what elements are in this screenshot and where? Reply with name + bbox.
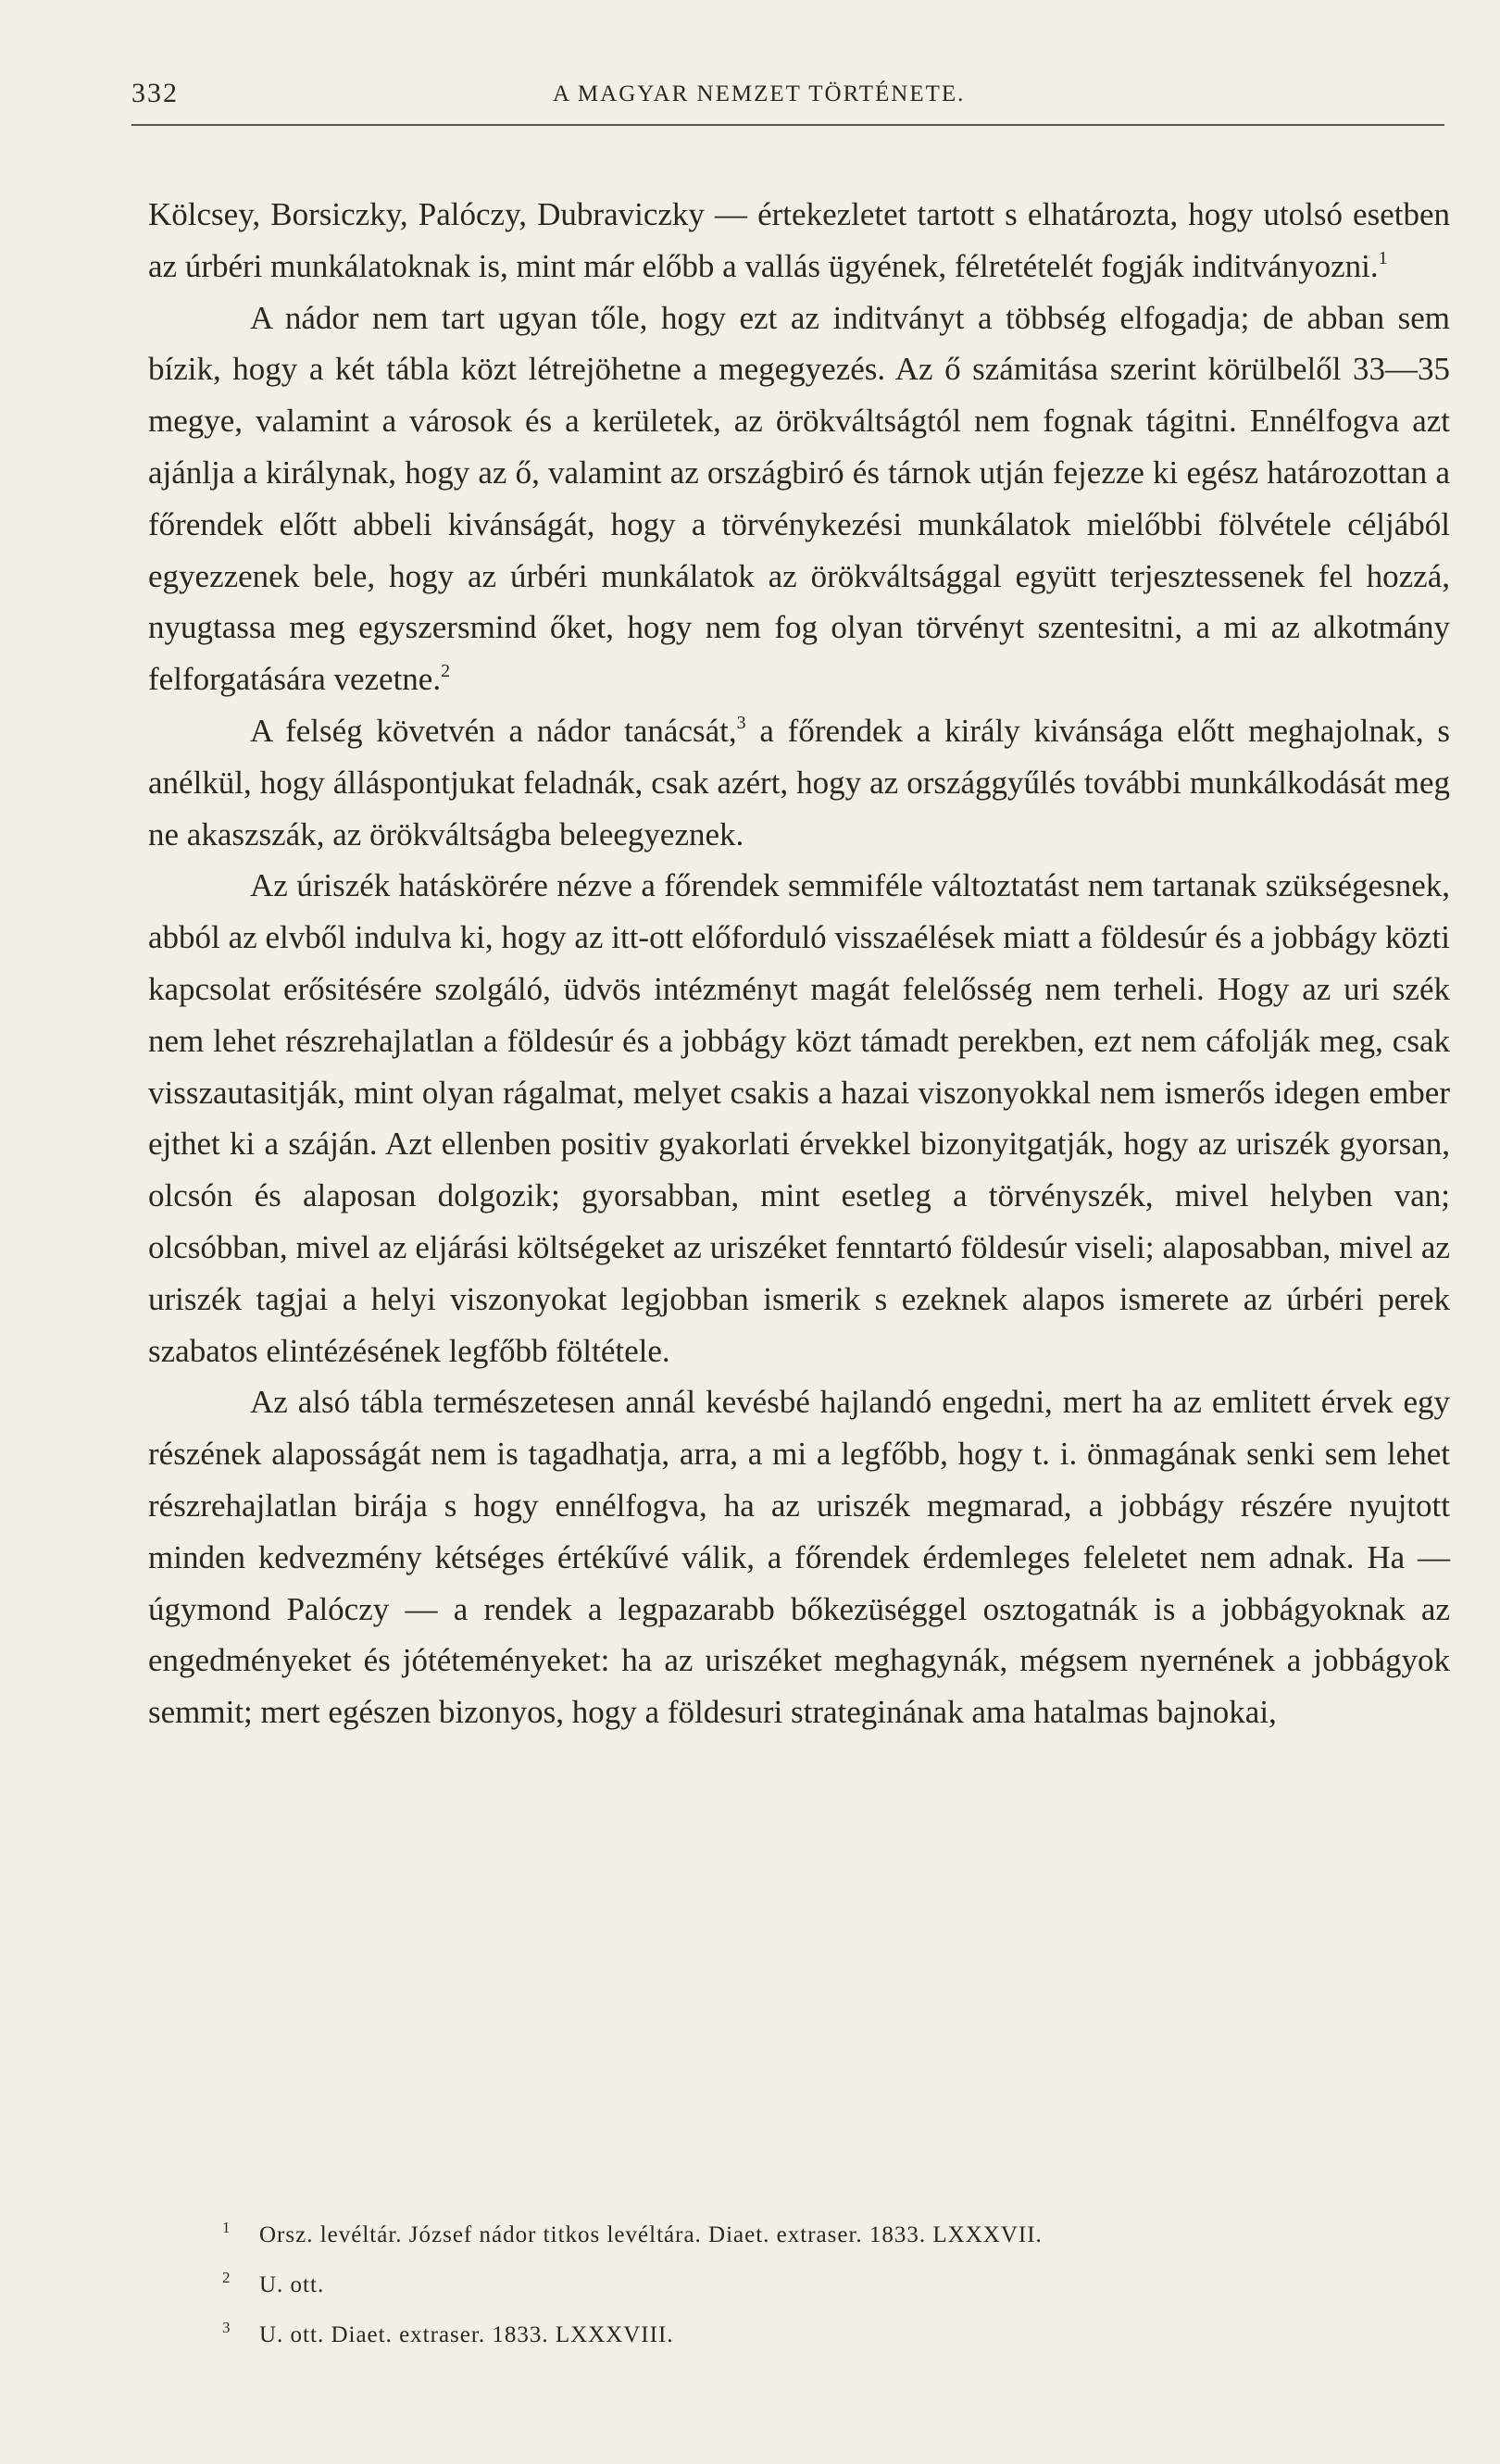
footnote-marker: 1 — [222, 2219, 231, 2236]
footnote-2 — [222, 2260, 1426, 2310]
header-rule — [131, 124, 1444, 126]
footnote-text: Orsz. levéltár. József nádor titkos levéltára. Diaet. extraser. 1833. LXXXVII. — [259, 2222, 1043, 2247]
paragraph-4: Az úriszék hatáskörére nézve a főrendek semmiféle változtatást nem tartanak szükségesnek, abból az elvből indulva ki, hogy az itt-ott előforduló visszaélések miatt a földesúr és a jobbágy közti kapcsolat erősitésére szolgáló, üdvös intézményt magát felelősség nem terheli. Hogy az uri szék nem lehet részrehajlatlan a földesúr és a jobbágy közt támadt perekben, ezt nem cáfolják meg, csak visszautasitják, mint olyan rágalmat, melyet csakis a hazai viszonyokkal nem ismerős idegen ember ejthet ki a száján. Azt ellenben positiv gyakorlati érvekkel bizonyitgatják, hogy az uriszék gyorsan, olcsón és alaposan dolgozik; gyorsabban, mint esetleg a törvényszék, mivel helyben van; olcsóbban, mivel az eljárási költségeket az uriszéket fenntartó földesúr viseli; alaposabban, mivel az uriszék tagjai a helyi viszonyokat legjobban ismerik s ezeknek alapos ismerete az úrbéri perek szabatos elintézésének legfőbb föltétele. — [148, 867, 1450, 1369]
footnote-reference-3: 3 — [736, 712, 746, 733]
footnote-marker: 2 — [222, 2269, 231, 2286]
paragraph-2: A nádor nem tart ugyan tőle, hogy ezt az inditványt a többség elfogadja; de abban sem bízik, hogy a két tábla közt létrejöhetne a megegyezés. Az ő számitása szerint körülbelől 33—35 megye, valamint a városok és a kerületek, az örökváltságtól nem fognak tágitni. Ennélfogva azt ajánlja a királynak, hogy az ő, valamint az országbiró és tárnok utján fejezze ki egész határozottan a főrendek előtt abbeli kivánságát, hogy a törvénykezési munkálatok mielőbbi fölvétele céljából egyezzenek bele, hogy az úrbéri munkálatok az örökváltsággal együtt terjesztessenek fel hozzá, nyugtassa meg egyszersmind őket, hogy nem fog olyan törvényt szentesitni, a mi az alkotmány felforgatására vezetne.$^2$ — [148, 299, 1450, 698]
footnotes — [222, 2210, 1426, 2360]
body-text — [148, 189, 1450, 1738]
footnote-text: U. ott. Diaet. extraser. 1833. LXXXVIII. — [259, 2322, 674, 2347]
footnote-3 — [222, 2310, 1426, 2360]
page-number: 332 — [131, 78, 179, 108]
footnote-1 — [222, 2210, 1426, 2260]
footnote-marker: 3 — [222, 2319, 231, 2336]
footnote-reference-2: 2 — [441, 661, 451, 682]
paragraph-3: A felség követvén a nádor tanácsát,$^3$ a főrendek a király kivánsága előtt meghajolnak, s anélkül, hogy álláspontjukat feladnák, csak azért, hogy az országgyűlés további munkálkodását meg ne akaszszák, az örökváltságba beleegyeznek. — [148, 712, 1451, 852]
footnote-text: U. ott. — [259, 2272, 325, 2297]
paragraph-1: Kölcsey, Borsiczky, Palóczy, Dubraviczky — értekezletet tartott s elhatározta, hogy utolsó esetben az úrbéri munkálatoknak is, mint már előbb a vallás ügyének, félretételét fogják inditványozni.$^1$ — [148, 196, 1450, 284]
page-header — [131, 78, 1444, 118]
paragraph-5: Az alsó tábla természetesen annál kevésbé hajlandó engedni, mert ha az emlitett érvek egy részének alaposságát nem is tagadhatja, arra, a mi a legfőbb, hogy t. i. önmagának senki sem lehet részrehajlatlan birája s hogy ennélfogva, ha az uriszék megmarad, a jobbágy részére nyujtott minden kedvezmény kétséges értékűvé válik, a főrendek érdemleges feleletet nem adnak. Ha — úgymond Palóczy — a rendek a legpazarabb bőkezüséggel osztogatnák is a jobbágyoknak az engedményeket és jótéteményeket: ha az uriszéket meghagynák, mégsem nyernének a jobbágyok semmit; mert egészen bizonyos, hogy a földesuri strateginának ama hatalmas bajnokai, — [148, 1384, 1450, 1731]
footnote-reference-1: 1 — [1378, 247, 1388, 268]
running-title: A MAGYAR NEMZET TÖRTÉNETE. — [553, 81, 966, 106]
